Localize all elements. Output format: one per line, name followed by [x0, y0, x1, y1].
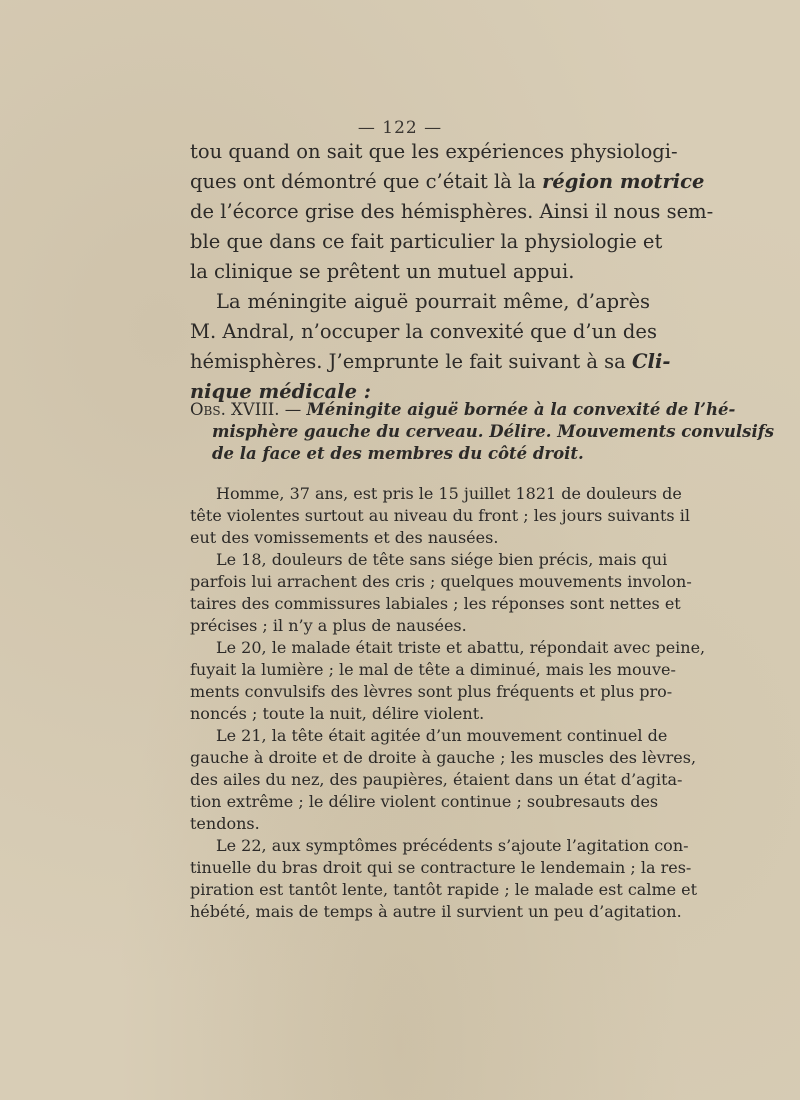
text-line: eut des vomissements et des nausées. — [190, 528, 499, 547]
text-line: hémisphères. J’emprunte le fait suivant à sa Cli- — [190, 350, 671, 373]
text-line: parfois lui arrachent des cris ; quelques mouvements involon- — [190, 572, 692, 591]
text-line: tinuelle du bras droit qui se contracture le lendemain ; la res- — [190, 858, 692, 877]
text-line: La méningite aiguë pourrait même, d’après — [216, 290, 650, 313]
text-line: tou quand on sait que les expériences physiologi- — [190, 140, 678, 163]
text-line: Le 21, la tête était agitée d’un mouvement continuel de — [216, 726, 668, 745]
text-line: ble que dans ce fait particulier la physiologie et — [190, 230, 663, 253]
text-line: la clinique se prêtent un mutuel appui. — [190, 260, 575, 283]
text-line: Le 22, aux symptômes précédents s’ajoute l’agitation con- — [216, 836, 689, 855]
text-line: M. Andral, n’occuper la convexité que d’un des — [190, 320, 657, 343]
text-line: tendons. — [190, 814, 260, 833]
observation-label: Obs. XVIII. — — [190, 400, 302, 419]
text-line: nique médicale : — [190, 380, 371, 403]
text-line: tête violentes surtout au niveau du front ; les jours suivants il — [190, 506, 690, 525]
text-line: Le 20, le malade était triste et abattu, répondait avec peine, — [216, 638, 706, 657]
text-line: taires des commissures labiales ; les réponses sont nettes et — [190, 594, 681, 613]
observation-title-line: de la face et des membres du côté droit. — [212, 444, 584, 463]
text-line: Le 18, douleurs de tête sans siége bien précis, mais qui — [216, 550, 668, 569]
text-line: noncés ; toute la nuit, délire violent. — [190, 704, 485, 723]
text-line: ques ont démontré que c’était là la région motrice — [190, 170, 705, 193]
text-line: fuyait la lumière ; le mal de tête a diminué, mais les mouve- — [190, 660, 676, 679]
text-line: gauche à droite et de droite à gauche ; les muscles des lèvres, — [190, 748, 697, 767]
text-line: ments convulsifs des lèvres sont plus fréquents et plus pro- — [190, 682, 673, 701]
observation-title-line: misphère gauche du cerveau. Délire. Mouvements convulsifs — [212, 422, 775, 441]
observation-title-line: Obs. XVIII. — Méningite aiguë bornée à la convexité de l’hé- — [190, 400, 736, 419]
page-number: — 122 — — [357, 118, 443, 138]
text-line: Homme, 37 ans, est pris le 15 juillet 1821 de douleurs de — [216, 484, 682, 503]
text-line: piration est tantôt lente, tantôt rapide ; le malade est calme et — [190, 880, 698, 899]
text-line: tion extrême ; le délire violent continue ; soubresauts des — [190, 792, 659, 811]
text-line: hébété, mais de temps à autre il survient un peu d’agitation. — [190, 902, 682, 921]
text-line: des ailes du nez, des paupières, étaient dans un état d’agita- — [190, 770, 683, 789]
text-line: de l’écorce grise des hémisphères. Ainsi il nous sem- — [190, 200, 714, 223]
text-line: précises ; il n’y a plus de nausées. — [190, 616, 467, 635]
